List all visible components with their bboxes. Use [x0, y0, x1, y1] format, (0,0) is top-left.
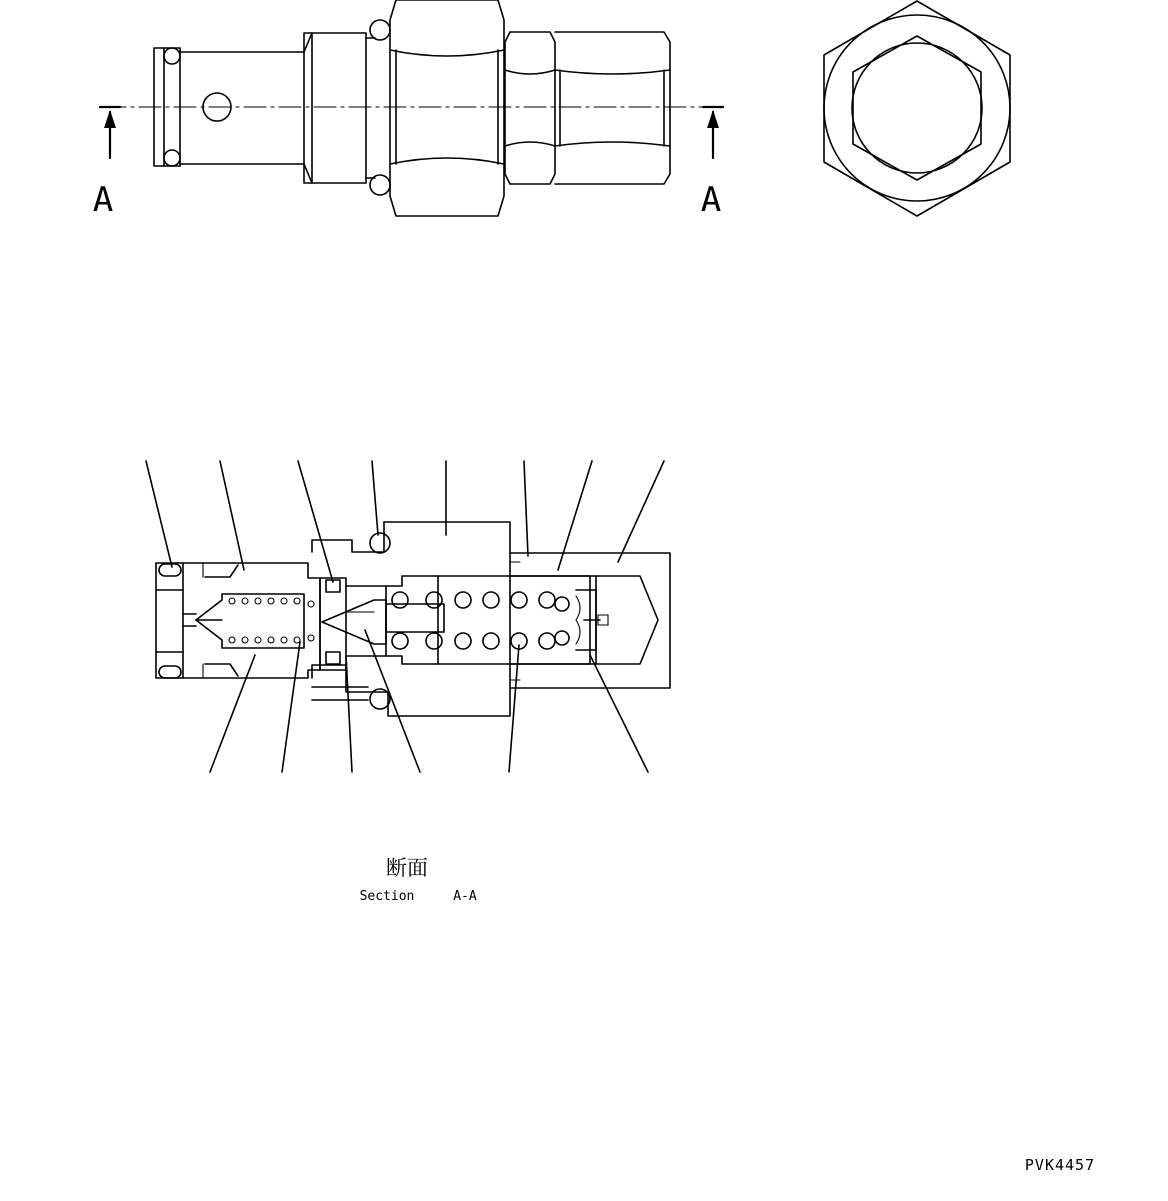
spring-chamber — [196, 594, 304, 648]
section-seal-top — [370, 533, 390, 553]
main-bore — [346, 576, 590, 664]
poppet-needle — [322, 600, 386, 644]
small-hex-nut — [505, 32, 555, 184]
section-marker-left — [93, 107, 120, 220]
o-ring-section-bottom — [159, 666, 181, 678]
o-ring-bottom — [164, 150, 180, 166]
section-label-en: Section — [359, 889, 415, 904]
side-view — [93, 0, 723, 220]
seal-ring-top — [370, 20, 390, 40]
drawing-code: PVK4457 — [1024, 1156, 1096, 1174]
section-marker-right-label: A — [700, 180, 722, 220]
sleeve-body — [156, 563, 320, 678]
bore-circle — [852, 43, 982, 173]
end-hex-cap — [555, 32, 670, 184]
thread-section — [304, 33, 366, 183]
end-view — [824, 1, 1010, 216]
section-marker-right — [701, 107, 723, 220]
large-hex-nut — [390, 0, 504, 216]
section-label-id: A-A — [453, 889, 477, 904]
o-ring-top — [164, 48, 180, 64]
inner-hex — [853, 36, 981, 180]
section-title-jp: 断面 — [386, 856, 428, 880]
section-view — [146, 461, 670, 904]
o-ring-section-top — [159, 564, 181, 576]
leader-lines-bottom — [210, 630, 648, 772]
seal-ring-bottom — [370, 175, 390, 195]
large-spring — [392, 592, 569, 649]
section-marker-left-label: A — [92, 180, 114, 220]
small-spring — [229, 598, 314, 643]
